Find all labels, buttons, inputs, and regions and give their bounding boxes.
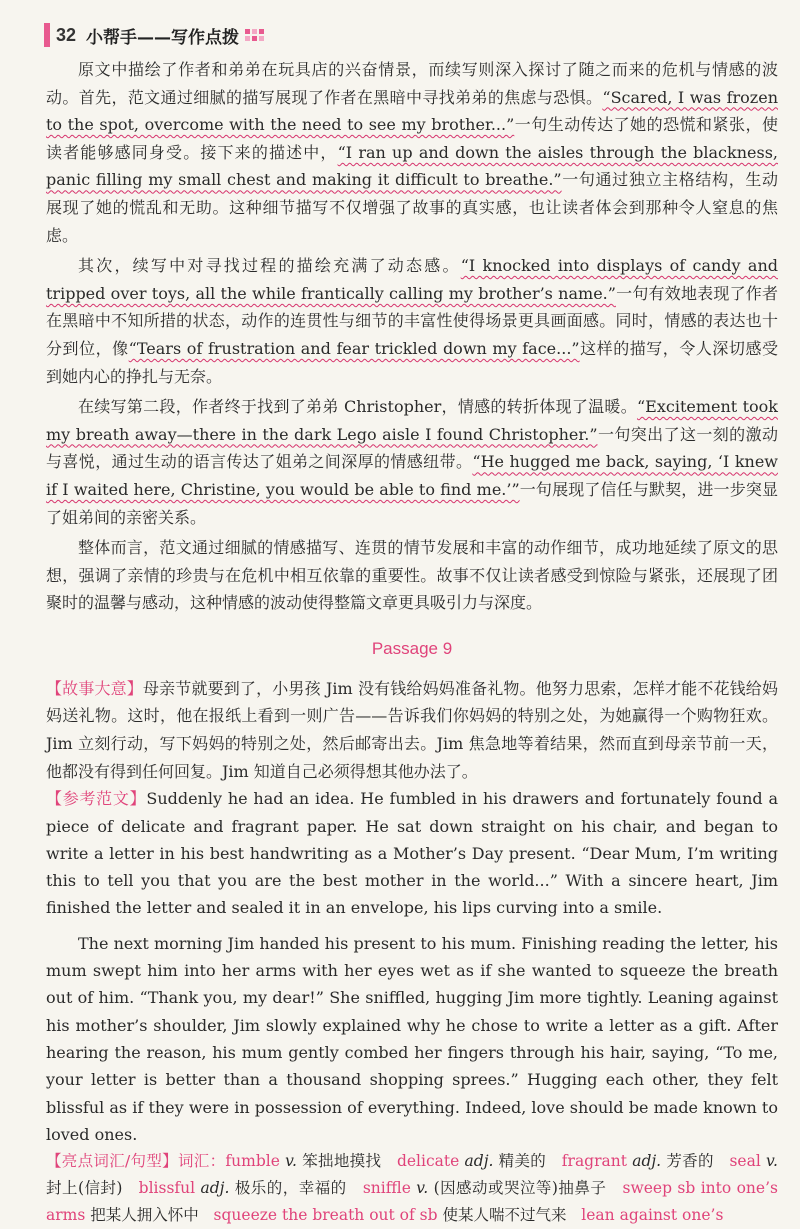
vocab-pos: v. <box>416 1179 429 1198</box>
quote-highlight: “I knocked into displays of candy and tripped over toys, all the while frantically calling my brother’s name.” <box>46 256 778 303</box>
quote-highlight: “Tears of frustration and fear trickled down my face...” <box>128 338 580 358</box>
text: 一句生动传达了她的恐慌和紧张，使读者能够感同身受。接下来的描述中， <box>46 115 778 162</box>
sample-text-1: Suddenly he had an idea. He fumbled in his drawers and fortunately found a piece of delicate and fragrant paper. He sat down straight on his chair, and began to write a letter in his best handwriting as a Mother’s Day present. “Dear Mum, I’m writing this to tell you that you are the best mother in the world...” With a sincere heart, Jim finished the letter and sealed it in an envelope, his lips curving into a smile. <box>46 789 778 918</box>
vocab-pos: adj. <box>200 1179 230 1198</box>
vocab-meaning: 封上(信封) <box>46 1179 123 1198</box>
vocab-word: seal <box>729 1152 761 1171</box>
vocab-pos: v. <box>766 1152 778 1171</box>
summary-tag: 【故事大意】 <box>46 678 143 698</box>
vocab-meaning: 精美的 <box>498 1152 547 1171</box>
text: 一句有效地表现了作者在黑暗中不知所措的状态，动作的连贯性与细节的丰富性使得场景更具画面感。同时，情感的表达也十分到位，像 <box>46 283 778 358</box>
vocab-meaning: (因感动或哭泣等)抽鼻子 <box>433 1179 607 1198</box>
vocab-word: lean against one’s <box>581 1206 724 1225</box>
vocab-word: sniffle <box>362 1179 411 1198</box>
text: 一句展现了信任与默契，进一步突显了姐弟间的亲密关系。 <box>46 479 778 527</box>
vocab-word: fragrant <box>561 1152 627 1171</box>
vocab-word: sweep sb into one’s arms <box>46 1179 778 1225</box>
sample-essay-paragraph-1 <box>46 785 778 921</box>
passage-title: Passage 9 <box>371 638 453 658</box>
text: 原文中描绘了作者和弟弟在玩具店的兴奋情景，而续写则深入探讨了随之而来的危机与情感的波动。首先，范文通过细腻的描写展现了作者在黑暗中寻找弟弟的焦虑与恐惧。 <box>46 60 778 107</box>
header-accent-bar <box>44 23 50 47</box>
text: 这样的描写，令人深切感受到她内心的挣扎与无奈。 <box>46 338 778 386</box>
page-header <box>44 22 264 48</box>
vocab-word: blissful <box>138 1179 196 1198</box>
quote-highlight: “He hugged me back, saying, ‘I knew if I waited here, Christine, you would be able to find me.’” <box>46 452 778 499</box>
analysis-paragraph-1 <box>46 56 778 249</box>
vocab-meaning: 极乐的，幸福的 <box>234 1179 347 1198</box>
vocab-meaning: 芳香的 <box>666 1152 714 1171</box>
vocab-meaning: 把某人拥入怀中 <box>90 1206 199 1225</box>
vocab-word: squeeze the breath out of sb <box>213 1206 438 1225</box>
analysis-paragraph-3 <box>46 393 778 531</box>
vocab-meaning: 笨拙地摸找 <box>302 1152 382 1171</box>
sample-tag: 【参考范文】 <box>46 789 147 809</box>
text: 一句突出了这一刻的激动与喜悦，通过生动的语言传达了姐弟之间深厚的情感纽带。 <box>46 424 778 472</box>
text: 在续写第二段，作者终于找到了弟弟 Christopher，情感的转折体现了温暖。 <box>78 397 637 417</box>
vocab-pos: v. <box>285 1152 297 1171</box>
page-content <box>46 56 778 1229</box>
vocab-pos: adj. <box>632 1152 662 1171</box>
header-grid-icon <box>245 29 264 41</box>
page-number: 32 <box>56 24 77 45</box>
vocab-tag: 【亮点词汇/句型】 <box>46 1152 178 1171</box>
quote-highlight: “Excitement took my breath away—there in the dark Lego aisle I found Christopher.” <box>46 397 778 444</box>
story-summary <box>46 675 778 785</box>
summary-text: 母亲节就要到了，小男孩 Jim 没有钱给妈妈准备礼物。他努力思索，怎样才能不花钱给妈妈送礼物。这时，他在报纸上看到一则广告——告诉我们你妈妈的特别之处，为她赢得一个购物狂欢。Jim 立刻行动，写下妈妈的特别之处，然后邮寄出去。Jim 焦急地等着结果，然而直到母亲节前一天，他都没有得到任何回复。Jim 知道自己必须得想其他办法了。 <box>46 678 778 781</box>
vocab-meaning: 使某人喘不过气来 <box>442 1206 567 1225</box>
text: 一句通过独立主格结构，生动展现了她的慌乱和无助。这种细节描写不仅增强了故事的真实感，也让读者体会到那种令人窒息的焦虑。 <box>46 170 778 245</box>
header-title: 小帮手——写作点拨 <box>86 27 240 48</box>
analysis-paragraph-2 <box>46 252 778 390</box>
sample-essay-paragraph-2: The next morning Jim handed his present to his mum. Finishing reading the letter, his mum swept him into her arms with her eyes wet as if she wanted to squeeze the breath out of him. “Thank you, my dear!” She sniffled, hugging Jim more tightly. Leaning against his mother’s shoulder, Jim slowly explained why he chose to write a letter as a gift. After hearing the reason, his mum gently combed her fingers through his hair, saying, “To me, your letter is better than a thousand shopping sprees.” Hugging each other, they felt blissful as if they were in possession of everything. Indeed, love should be made known to loved ones. <box>46 933 778 1144</box>
vocab-word: fumble <box>225 1152 280 1171</box>
vocab-word: delicate <box>396 1152 460 1171</box>
vocab-section <box>46 1148 778 1229</box>
analysis-paragraph-4: 整体而言，范文通过细腻的情感描写、连贯的情节发展和丰富的动作细节，成功地延续了原文的思想，强调了亲情的珍贵与在危机中相互依靠的重要性。故事不仅让读者感受到惊险与紧张，还展现了团聚时的温馨与感动，这种情感的波动使得整篇文章更具吸引力与深度。 <box>46 538 778 613</box>
quote-highlight: “I ran up and down the aisles through the blackness, panic filling my small chest and making it difficult to breathe.” <box>46 142 778 190</box>
text: 其次，续写中对寻找过程的描绘充满了动态感。 <box>78 256 461 276</box>
quote-highlight: “Scared, I was frozen to the spot, overcome with the need to see my brother...” <box>46 87 778 135</box>
vocab-label: 词汇： <box>177 1152 226 1171</box>
vocab-pos: adj. <box>464 1152 494 1171</box>
